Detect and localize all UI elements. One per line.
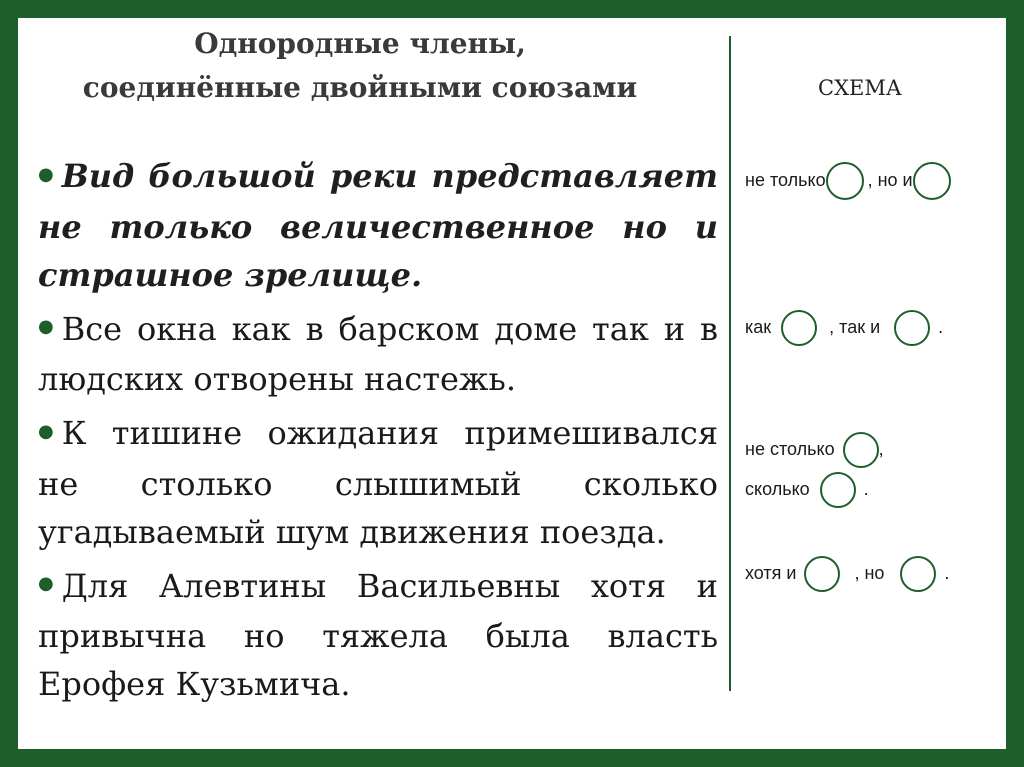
example-sentence-3: [38, 409, 718, 556]
example-sentence-2: [38, 305, 718, 404]
schema-punctuation: .: [938, 316, 944, 337]
example-text: Все окна как в барском доме так и в людских отворены настежь.: [38, 309, 718, 398]
title-line-1: Однородные члены,: [194, 27, 526, 60]
schema-punctuation: .: [863, 478, 869, 499]
schema-1: [745, 162, 951, 200]
example-sentence-4: [38, 562, 718, 709]
circle-icon: [913, 162, 951, 200]
example-text: Вид большой реки представляет не только величественное но и страшное зрелище.: [38, 157, 718, 294]
circle-icon: [900, 556, 936, 592]
bullet-icon: ●: [38, 163, 54, 185]
schema-conjunction: не только: [745, 169, 826, 190]
schema-heading: СХЕМА: [818, 76, 902, 100]
schema-conjunction: , но: [854, 562, 885, 583]
circle-icon: [826, 162, 864, 200]
schema-punctuation: .: [944, 562, 950, 583]
vertical-divider: [729, 36, 731, 691]
example-text: Для Алевтины Васильевны хотя и привычна но тяжела была власть Ерофея Кузьмича.: [38, 566, 718, 703]
circle-icon: [781, 310, 817, 346]
title-line-2: соединённые двойными союзами: [82, 71, 638, 104]
bullet-icon: ●: [38, 573, 54, 594]
schema-punctuation: ,: [878, 438, 884, 459]
bullet-icon: ●: [38, 420, 54, 442]
circle-icon: [804, 556, 840, 592]
circle-icon: [894, 310, 930, 346]
schema-2: [745, 310, 943, 346]
bullet-icon: ●: [38, 316, 54, 337]
schema-conjunction: хотя и: [745, 562, 797, 583]
example-text: К тишине ожидания примешивался не столько слышимый сколько угадываемый шум движения поезда.: [38, 414, 718, 551]
schema-4: [745, 556, 949, 592]
circle-icon: [843, 432, 879, 468]
slide-title: [30, 22, 690, 110]
schema-conjunction: сколько: [745, 478, 810, 499]
circle-icon: [820, 472, 856, 508]
example-sentences-list: [38, 152, 718, 714]
schema-conjunction: , но и: [867, 169, 913, 190]
schema-conjunction: , так и: [829, 316, 881, 337]
schema-conjunction: как: [745, 316, 772, 337]
example-sentence-1: [38, 152, 718, 299]
schema-3: [745, 432, 985, 512]
schema-conjunction: не столько: [745, 438, 835, 459]
